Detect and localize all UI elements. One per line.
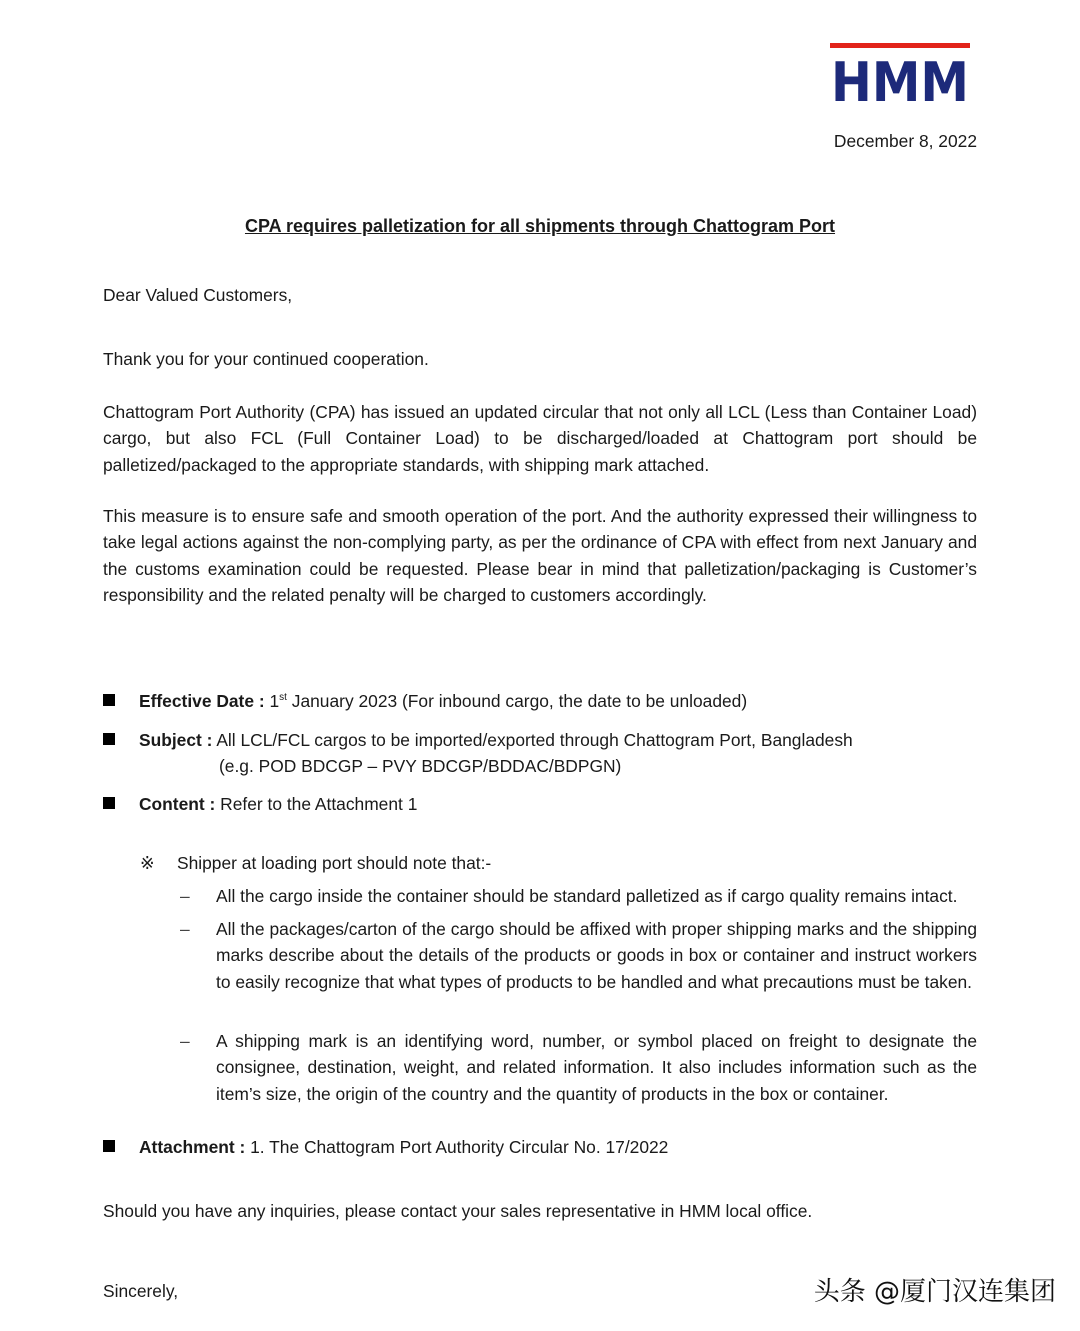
subject-item <box>103 729 853 751</box>
signoff: Sincerely, <box>103 1281 179 1301</box>
reference-mark-icon: ※ <box>140 853 155 873</box>
dash-icon: – <box>180 919 190 939</box>
paragraph-measure: This measure is to ensure safe and smooth operation of the port. And the authority expressed their willingness to take legal actions against the non-complying party, as per the ordinance of CPA with effect from next January and the customs examination could be requested. Please bear in mind that palletization/packaging is Customer’s responsibility and the related penalty will be charged to customers accordingly. <box>103 506 977 605</box>
logo-text: HMM <box>831 51 969 105</box>
greeting: Dear Valued Customers, <box>103 285 293 305</box>
note-item-shipping-marks: All the packages/carton of the cargo should be affixed with proper shipping marks and the shipping marks describe about the details of the products or goods in box or container and instruct workers to easily recognize that what types of products to be handled and what precautions must be taken. <box>216 919 977 992</box>
paragraph-thanks: Thank you for your continued cooperation. <box>103 349 429 369</box>
dash-icon: – <box>180 1031 190 1051</box>
effective-date-rest: January 2023 (For inbound cargo, the date to be unloaded) <box>286 691 748 711</box>
attachment-item <box>103 1136 668 1158</box>
square-bullet-icon <box>103 1140 115 1152</box>
dash-icon: – <box>180 886 190 906</box>
letter-title: CPA requires palletization for all shipments through Chattogram Port <box>244 216 836 236</box>
paragraph-circular: Chattogram Port Authority (CPA) has issued an updated circular that not only all LCL (Less than Container Load) cargo, but also FCL (Full Container Load) to be discharged/loaded at Chattogram port should be palletized/packaged to the appropriate standards, with shipping mark attached. <box>103 402 977 475</box>
content-item <box>103 793 417 815</box>
effective-date-suffix: st <box>279 692 287 703</box>
square-bullet-icon <box>103 797 115 809</box>
hmm-logo <box>830 43 970 105</box>
attachment-label: Attachment : <box>139 1137 246 1157</box>
letter-date: December 8, 2022 <box>833 131 977 151</box>
square-bullet-icon <box>103 733 115 745</box>
square-bullet-icon <box>103 694 115 706</box>
watermark: 头条 @厦门汉连集团 <box>813 1277 1056 1307</box>
subject-label: Subject : <box>139 730 213 750</box>
content-value: Refer to the Attachment 1 <box>220 794 418 814</box>
content-label: Content : <box>139 794 216 814</box>
closing-paragraph: Should you have any inquiries, please contact your sales representative in HMM local office. <box>103 1201 813 1221</box>
effective-date-label: Effective Date : <box>139 691 265 711</box>
logo-red-bar <box>830 43 970 48</box>
attachment-value: 1. The Chattogram Port Authority Circular No. 17/2022 <box>250 1137 669 1157</box>
subject-example: (e.g. POD BDCGP – PVY BDCGP/BDDAC/BDPGN) <box>219 756 622 776</box>
note-item-definition: A shipping mark is an identifying word, number, or symbol placed on freight to designate the consignee, destination, weight, and related information. It also includes information such as the item’s size, the origin of the country and the quantity of products in the box or container. <box>216 1031 977 1104</box>
note-item-palletized: All the cargo inside the container should be standard palletized as if cargo quality remains intact. <box>216 886 958 906</box>
shipper-note-text: Shipper at loading port should note that:- <box>177 853 492 873</box>
shipper-note <box>140 852 491 874</box>
subject-value: All LCL/FCL cargos to be imported/exported through Chattogram Port, Bangladesh <box>216 730 853 750</box>
effective-date-item <box>103 690 747 712</box>
effective-date-day: 1 <box>269 691 280 711</box>
